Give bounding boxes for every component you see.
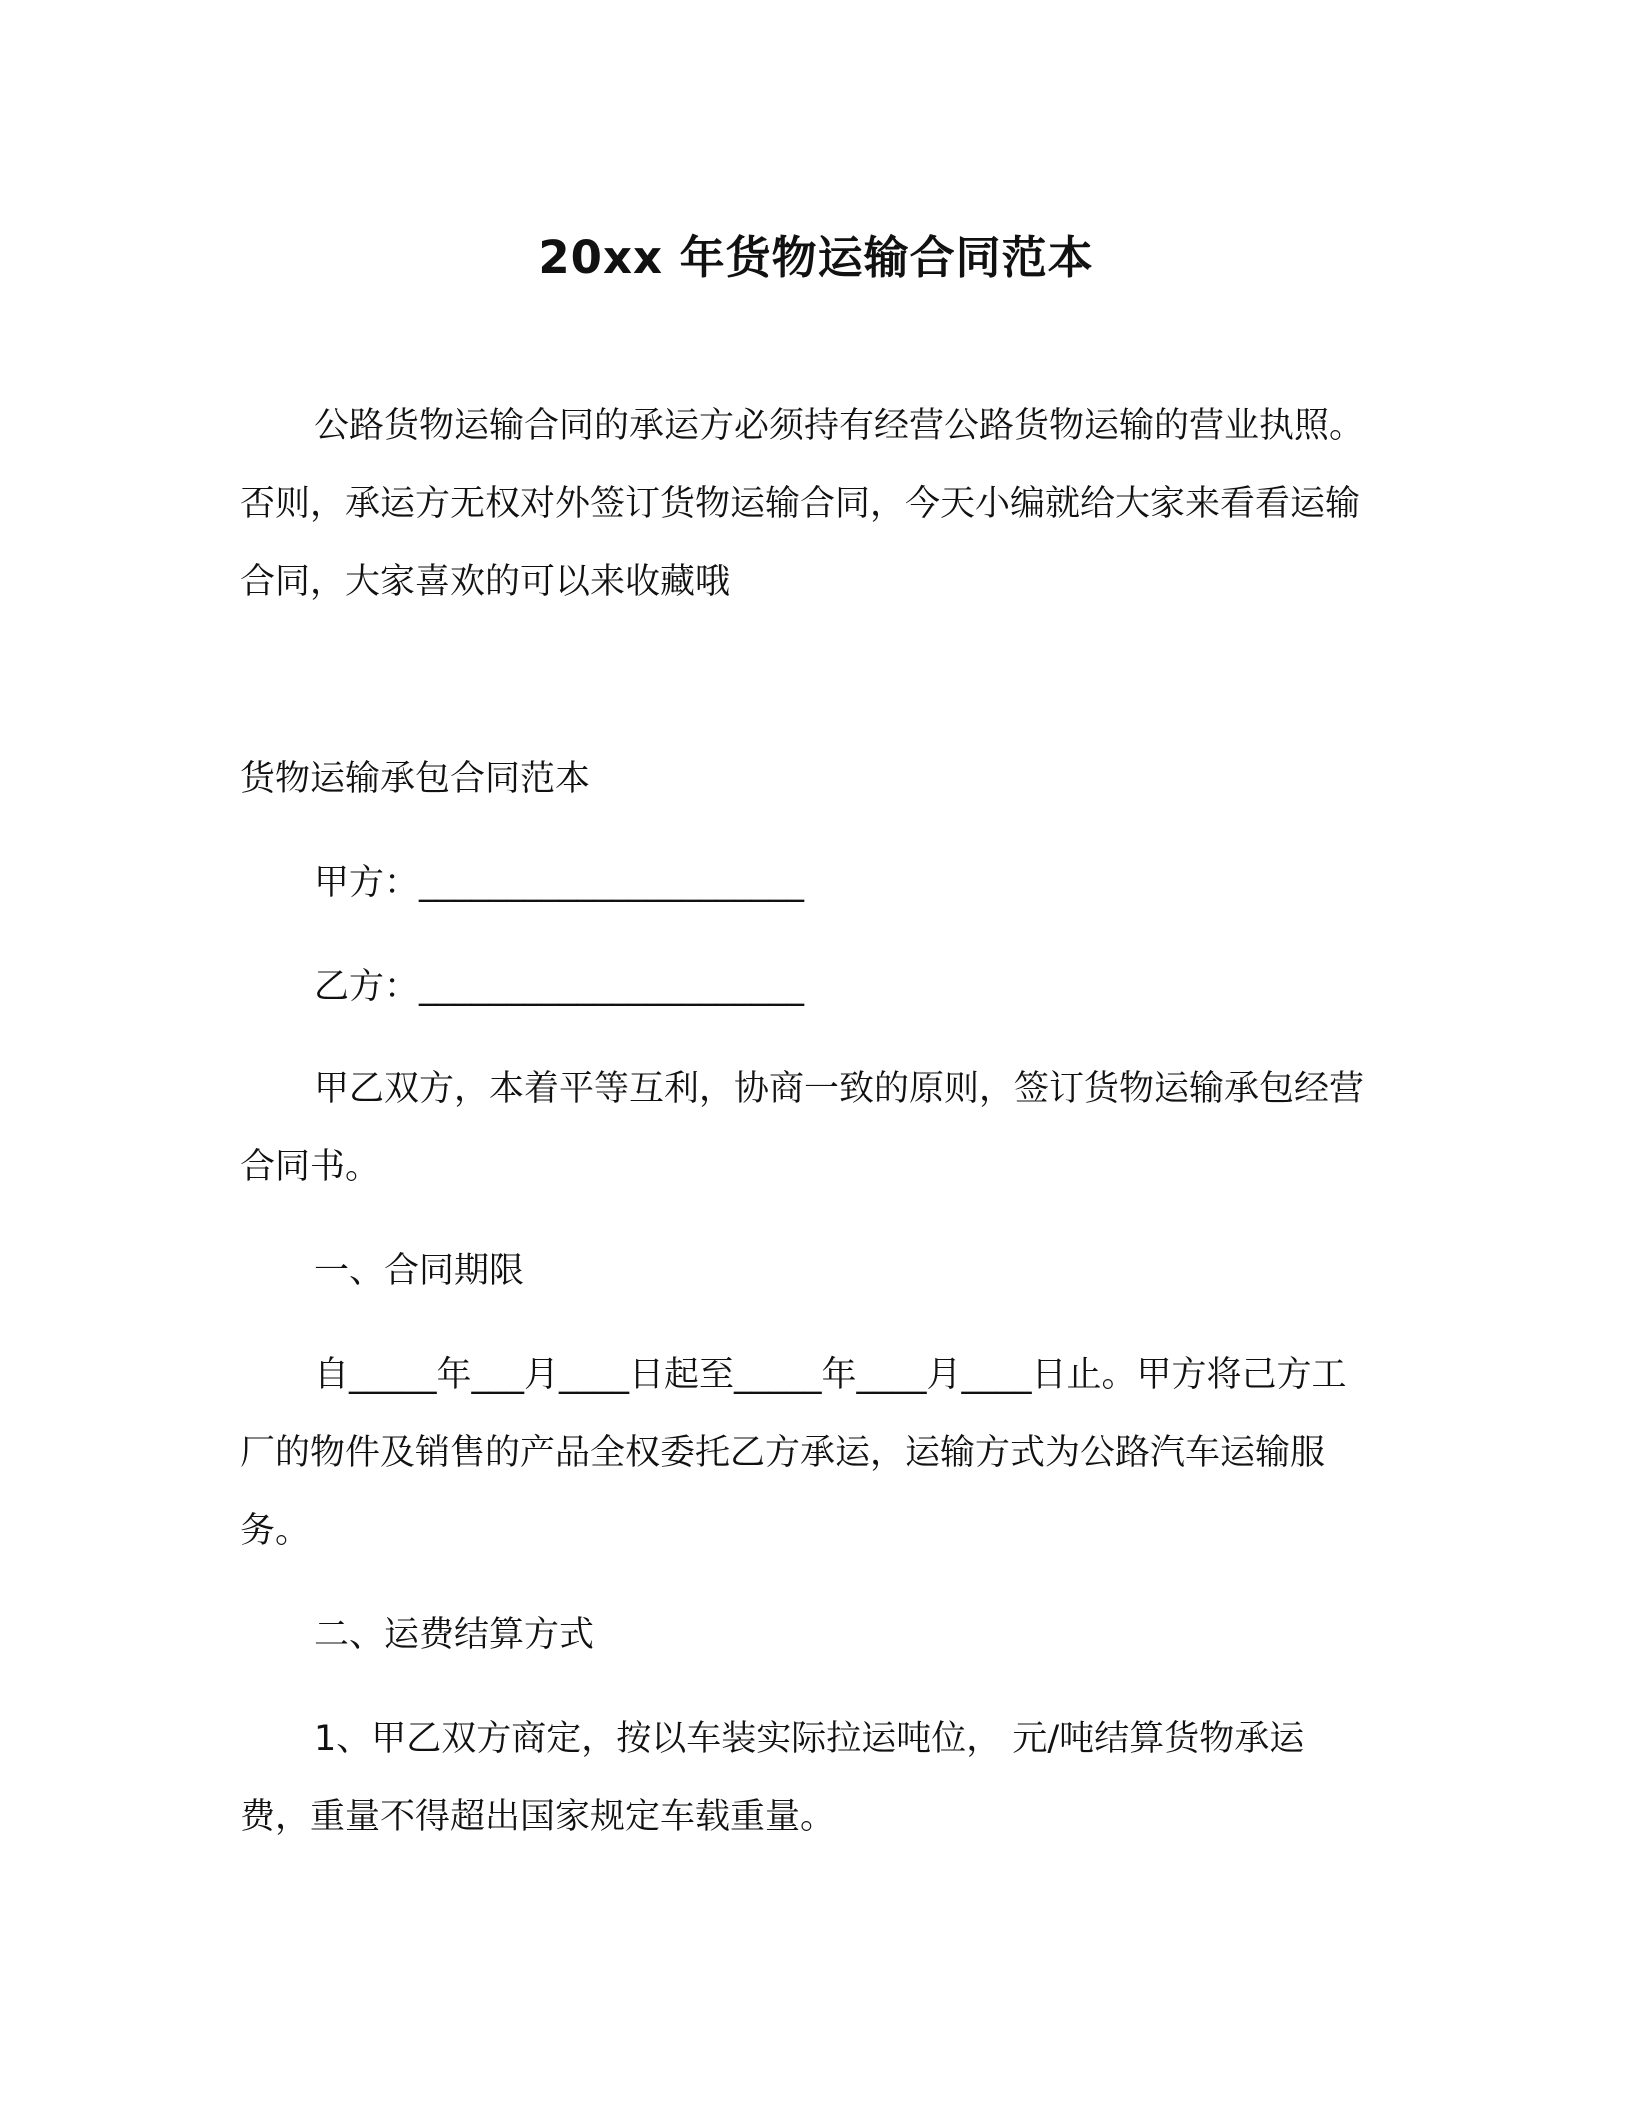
intro-paragraph [240, 387, 1364, 621]
subtitle-text: 货物运输承包合同范本 [240, 759, 591, 799]
freight-settlement-text: 1、甲乙双方商定，按以车装实际拉运吨位， 元/吨结算货物承运费，重量不得超出国家规定车载重量。 [240, 1719, 1305, 1837]
section-2-title: 二、运费结算方式 [314, 1615, 595, 1655]
contract-subtitle [240, 740, 1364, 818]
freight-settlement-paragraph [240, 1700, 1364, 1856]
agreement-text: 甲乙双方，本着平等互利，协商一致的原则，签订货物运输承包经营合同书。 [240, 1069, 1365, 1187]
contract-period-text: 自_____年___月____日起至_____年____月____日止。甲方将己方工厂的物件及销售的产品全权委托乙方承运，运输方式为公路汽车运输服务。 [240, 1355, 1347, 1551]
party-b-field: 乙方：______________________ [314, 967, 805, 1007]
contract-period-paragraph [240, 1336, 1364, 1570]
party-a-field: 甲方：______________________ [314, 863, 805, 903]
section-1-title: 一、合同期限 [314, 1251, 525, 1291]
document-title: 20xx 年货物运输合同范本 [538, 231, 1094, 284]
section-1-heading [240, 1232, 1364, 1310]
party-a-line [240, 844, 1364, 922]
agreement-paragraph [240, 1050, 1364, 1206]
section-2-heading [240, 1596, 1364, 1674]
party-b-line [240, 948, 1364, 1026]
intro-text: 公路货物运输合同的承运方必须持有经营公路货物运输的营业执照。否则，承运方无权对外签订货物运输合同，今天小编就给大家来看看运输合同，大家喜欢的可以来收藏哦 [240, 406, 1365, 602]
